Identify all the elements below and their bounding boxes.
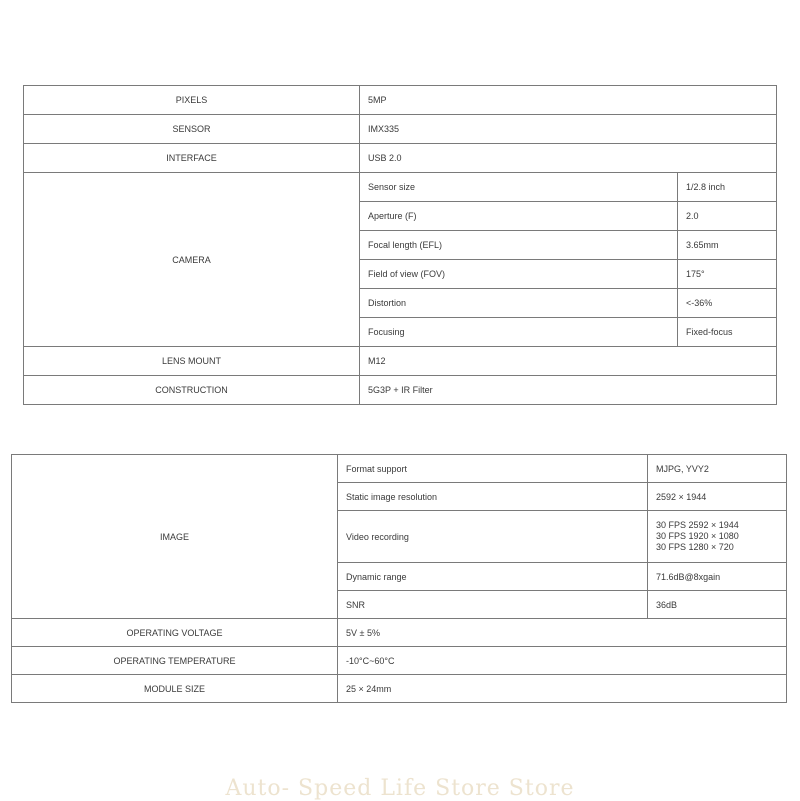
video-mode: 30 FPS 1920 × 1080 (656, 531, 739, 541)
table-row (12, 455, 787, 483)
video-mode: 30 FPS 2592 × 1944 (656, 520, 739, 530)
dynamic-range-name: Dynamic range (338, 563, 648, 591)
camera-spec-table (23, 85, 777, 405)
table-row (12, 619, 787, 647)
pixels-label: PIXELS (24, 86, 360, 115)
operating-temperature-value: -10°C~60°C (338, 647, 787, 675)
format-support-value: MJPG, YVY2 (648, 455, 787, 483)
table-row (24, 173, 777, 202)
lens-mount-label: LENS MOUNT (24, 347, 360, 376)
static-resolution-value: 2592 × 1944 (648, 483, 787, 511)
construction-label: CONSTRUCTION (24, 376, 360, 405)
dynamic-range-value: 71.6dB@8xgain (648, 563, 787, 591)
image-label: IMAGE (12, 455, 338, 619)
table-row (24, 144, 777, 173)
operating-temperature-label: OPERATING TEMPERATURE (12, 647, 338, 675)
image-spec-table (11, 454, 787, 703)
camera-param-value: 3.65mm (678, 231, 777, 260)
snr-name: SNR (338, 591, 648, 619)
construction-value: 5G3P + IR Filter (360, 376, 777, 405)
camera-param-name: Focusing (360, 318, 678, 347)
operating-voltage-label: OPERATING VOLTAGE (12, 619, 338, 647)
static-resolution-name: Static image resolution (338, 483, 648, 511)
camera-param-value: 1/2.8 inch (678, 173, 777, 202)
camera-param-value: 2.0 (678, 202, 777, 231)
camera-param-name: Field of view (FOV) (360, 260, 678, 289)
interface-label: INTERFACE (24, 144, 360, 173)
table-row (24, 86, 777, 115)
video-recording-values (648, 511, 787, 563)
table-row (24, 115, 777, 144)
interface-value: USB 2.0 (360, 144, 777, 173)
sensor-value: IMX335 (360, 115, 777, 144)
camera-param-value: <-36% (678, 289, 777, 318)
camera-label: CAMERA (24, 173, 360, 347)
table-row (24, 376, 777, 405)
camera-param-value: Fixed-focus (678, 318, 777, 347)
format-support-name: Format support (338, 455, 648, 483)
module-size-label: MODULE SIZE (12, 675, 338, 703)
camera-param-name: Aperture (F) (360, 202, 678, 231)
camera-param-name: Sensor size (360, 173, 678, 202)
table-row (24, 347, 777, 376)
module-size-value: 25 × 24mm (338, 675, 787, 703)
camera-param-value: 175° (678, 260, 777, 289)
sensor-label: SENSOR (24, 115, 360, 144)
table-row (12, 675, 787, 703)
table-row (12, 647, 787, 675)
store-watermark: Auto- Speed Life Store Store (225, 776, 575, 801)
pixels-value: 5MP (360, 86, 777, 115)
camera-param-name: Distortion (360, 289, 678, 318)
snr-value: 36dB (648, 591, 787, 619)
lens-mount-value: M12 (360, 347, 777, 376)
operating-voltage-value: 5V ± 5% (338, 619, 787, 647)
video-recording-name: Video recording (338, 511, 648, 563)
camera-param-name: Focal length (EFL) (360, 231, 678, 260)
video-mode: 30 FPS 1280 × 720 (656, 542, 734, 552)
